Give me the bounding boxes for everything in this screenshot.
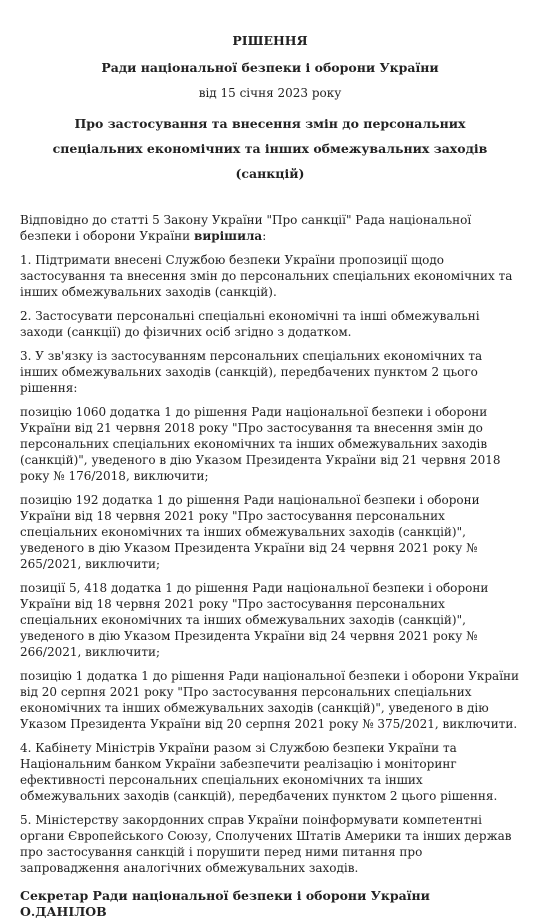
council-name: Ради національної безпеки і оборони України <box>101 60 439 75</box>
paragraph-3-item-2: позицію 192 додатка 1 до рішення Ради національної безпеки і оборони України від 18 червня 2021 року "Про застосування персональних спеціальних економічних та інших обмежувальних заходів (санкцій)", уведеного в дію Указом Президента України від 24 червня 2021 року № 265/2021, виключити; <box>20 493 480 571</box>
document-title: РІШЕННЯ <box>232 33 308 48</box>
paragraph-3-item-1: позицію 1060 додатка 1 до рішення Ради національної безпеки і оборони України від 21 червня 2018 року "Про застосування та внесення змін до персональних спеціальних економічних та інших обмежувальних заходів (санкцій)", уведеного в дію Указом Президента України від 21 червня 2018 року № 176/2018, виключити; <box>20 405 501 483</box>
decision-date: від 15 січня 2023 року <box>198 86 342 100</box>
intro-text: Відповідно до статті 5 Закону України "Про санкції" Рада національної безпеки і оборони України <box>20 213 472 243</box>
paragraph-1: 1. Підтримати внесені Службою безпеки України пропозиції щодо застосування та внесення змін до персональних спеціальних економічних та інших обмежувальних заходів (санкцій). <box>20 253 513 299</box>
intro-paragraph <box>20 212 520 244</box>
intro-bold: вирішила <box>193 229 263 243</box>
decision-subject: Про застосування та внесення змін до персональних спеціальних економічних та інших обмежувальних заходів (санкцій) <box>52 116 488 181</box>
paragraph-5: 5. Міністерству закордонних справ України поінформувати компетентні органи Європейського Союзу, Сполучених Штатів Америки та інших держав про застосування санкцій і порушити перед ними питання про запровадження аналогічних обмежувальних заходів. <box>20 813 512 875</box>
paragraph-4: 4. Кабінету Міністрів України разом зі Службою безпеки України та Національним банком України забезпечити реалізацію і моніторинг ефективності персональних спеціальних економічних та інших обмежувальних заходів (санкцій), передбачених пунктом 2 цього рішення. <box>20 741 498 803</box>
document-body <box>20 212 520 876</box>
paragraph-3: 3. У зв'язку із застосуванням персональних спеціальних економічних та інших обмежувальних заходів (санкцій), передбачених пунктом 2 цього рішення: <box>20 349 483 395</box>
intro-tail: : <box>262 229 267 243</box>
paragraph-2: 2. Застосувати персональні спеціальні економічні та інші обмежувальні заходи (санкції) до фізичних осіб згідно з додатком. <box>20 309 480 339</box>
paragraph-3-item-3: позиції 5, 418 додатка 1 до рішення Ради національної безпеки і оборони України від 18 червня 2021 року "Про застосування персональних спеціальних економічних та інших обмежувальних заходів (санкцій)", уведеного в дію Указом Президента України від 24 червня 2021 року № 266/2021, виключити; <box>20 581 489 659</box>
signature-line: Секретар Ради національної безпеки і оборони України О.ДАНІЛОВ <box>20 888 430 919</box>
paragraph-3-item-4: позицію 1 додатка 1 до рішення Ради національної безпеки і оборони України від 20 серпня 2021 року "Про застосування персональних спеціальних економічних та інших обмежувальних заходів (санкцій)", уведеного в дію Указом Президента України від 20 серпня 2021 року № 375/2021, виключити. <box>20 669 520 731</box>
